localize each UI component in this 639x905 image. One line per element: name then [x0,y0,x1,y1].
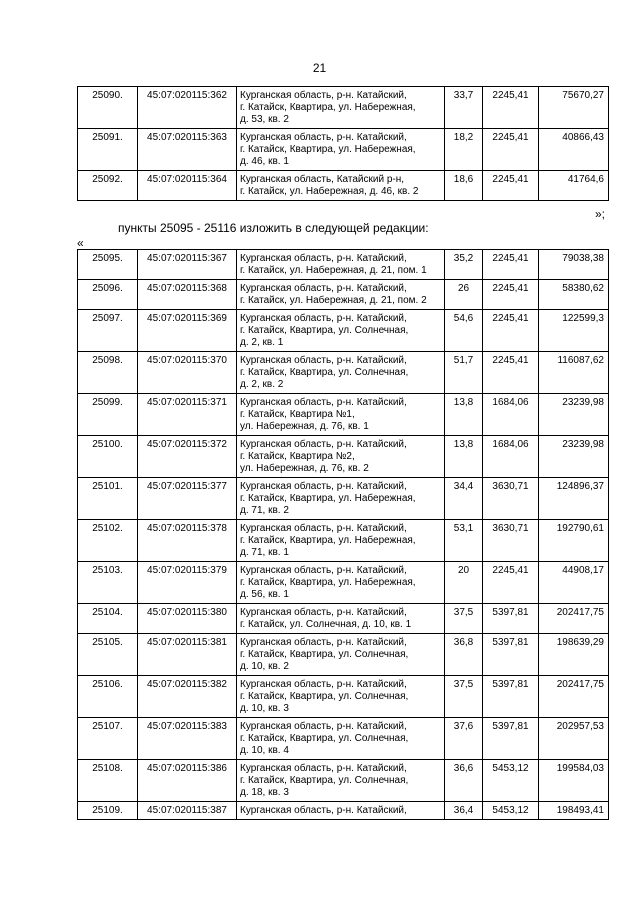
area: 26 [445,280,483,310]
row-number: 25100. [78,436,138,478]
row-number: 25096. [78,280,138,310]
row-number: 25101. [78,478,138,520]
address-line: г. Катайск, Квартира, ул. Набережная, [240,102,416,113]
total-value: 124896,37 [539,478,609,520]
address-line: Курганская область, р-н. Катайский, [240,355,407,366]
cadastral-number: 45:07:020115:383 [138,718,237,760]
unit-price: 2245,41 [483,171,539,201]
unit-price: 1684,06 [483,436,539,478]
unit-price: 5397,81 [483,604,539,634]
table-row [78,394,609,436]
address-line: Курганская область, р-н. Катайский, [240,721,407,732]
unit-price: 2245,41 [483,310,539,352]
unit-price: 2245,41 [483,250,539,280]
area: 18,2 [445,129,483,171]
unit-price: 2245,41 [483,352,539,394]
row-number: 25092. [78,171,138,201]
address-line: д. 2, кв. 2 [240,379,284,390]
total-value: 41764,6 [539,171,609,201]
address-line: д. 18, кв. 3 [240,787,289,798]
address [237,478,445,520]
row-number: 25099. [78,394,138,436]
address-line: Курганская область, р-н. Катайский, [240,805,407,816]
row-number: 25097. [78,310,138,352]
total-value: 122599,3 [539,310,609,352]
address [237,129,445,171]
address-line: Курганская область, р-н. Катайский, [240,397,407,408]
address-line: Курганская область, Катайский р-н, [240,174,405,185]
unit-price: 2245,41 [483,87,539,129]
address [237,352,445,394]
unit-price: 5397,81 [483,718,539,760]
address [237,520,445,562]
address [237,676,445,718]
unit-price: 2245,41 [483,280,539,310]
row-number: 25091. [78,129,138,171]
address-line: д. 10, кв. 2 [240,661,289,672]
area: 18,6 [445,171,483,201]
address [237,760,445,802]
table-row [78,760,609,802]
address-line: Курганская область, р-н. Катайский, [240,132,407,143]
total-value: 44908,17 [539,562,609,604]
address-line: д. 2, кв. 1 [240,337,284,348]
address-line: г. Катайск, Квартира, ул. Набережная, [240,577,416,588]
area: 36,4 [445,802,483,820]
cadastral-number: 45:07:020115:367 [138,250,237,280]
cadastral-number: 45:07:020115:364 [138,171,237,201]
address-line: г. Катайск, Квартира, ул. Набережная, [240,144,416,155]
closing-quote: »; [595,207,606,221]
address [237,436,445,478]
area: 34,4 [445,478,483,520]
address-line: ул. Набережная, д. 76, кв. 1 [240,421,369,432]
row-number: 25095. [78,250,138,280]
table-row [78,802,609,820]
cadastral-number: 45:07:020115:387 [138,802,237,820]
address-line: г. Катайск, Квартира, ул. Набережная, [240,535,416,546]
cadastral-number: 45:07:020115:379 [138,562,237,604]
address-line: Курганская область, р-н. Катайский, [240,283,407,294]
address [237,310,445,352]
table-row [78,87,609,129]
opening-quote: « [77,236,84,250]
address-line: г. Катайск, ул. Набережная, д. 21, пом. 1 [240,265,427,276]
address-line: г. Катайск, Квартира, ул. Солнечная, [240,367,409,378]
address [237,634,445,676]
address-line: Курганская область, р-н. Катайский, [240,607,407,618]
cadastral-number: 45:07:020115:380 [138,604,237,634]
address [237,562,445,604]
address-line: Курганская область, р-н. Катайский, [240,637,407,648]
cadastral-number: 45:07:020115:369 [138,310,237,352]
area: 37,5 [445,676,483,718]
table-top-body [78,87,609,201]
row-number: 25107. [78,718,138,760]
total-value: 75670,27 [539,87,609,129]
property-table-top [77,86,609,201]
address-line: г. Катайск, Квартира, ул. Солнечная, [240,325,409,336]
cadastral-number: 45:07:020115:381 [138,634,237,676]
total-value: 23239,98 [539,394,609,436]
address-line: Курганская область, р-н. Катайский, [240,679,407,690]
address-line: Курганская область, р-н. Катайский, [240,313,407,324]
area: 51,7 [445,352,483,394]
area: 37,5 [445,604,483,634]
address-line: Курганская область, р-н. Катайский, [240,481,407,492]
area: 20 [445,562,483,604]
address [237,280,445,310]
table-row [78,171,609,201]
row-number: 25103. [78,562,138,604]
area: 13,8 [445,394,483,436]
table-row [78,520,609,562]
area: 54,6 [445,310,483,352]
address-line: Курганская область, р-н. Катайский, [240,565,407,576]
table-row [78,436,609,478]
unit-price: 5453,12 [483,760,539,802]
area: 33,7 [445,87,483,129]
address [237,171,445,201]
address-line: д. 56, кв. 1 [240,589,289,600]
table-row [78,352,609,394]
address-line: г. Катайск, Квартира, ул. Солнечная, [240,733,409,744]
area: 53,1 [445,520,483,562]
cadastral-number: 45:07:020115:382 [138,676,237,718]
total-value: 202417,75 [539,676,609,718]
address-line: Курганская область, р-н. Катайский, [240,523,407,534]
address-line: Курганская область, р-н. Катайский, [240,253,407,264]
table-row [78,280,609,310]
total-value: 79038,38 [539,250,609,280]
area: 35,2 [445,250,483,280]
address-line: д. 46, кв. 1 [240,156,289,167]
unit-price: 3630,71 [483,478,539,520]
address-line: д. 71, кв. 1 [240,547,289,558]
unit-price: 2245,41 [483,562,539,604]
address-line: г. Катайск, Квартира №2, [240,451,355,462]
table-row [78,310,609,352]
row-number: 25106. [78,676,138,718]
total-value: 58380,62 [539,280,609,310]
area: 36,6 [445,760,483,802]
address-line: г. Катайск, Квартира, ул. Солнечная, [240,691,409,702]
cadastral-number: 45:07:020115:377 [138,478,237,520]
unit-price: 5397,81 [483,676,539,718]
unit-price: 3630,71 [483,520,539,562]
area: 37,6 [445,718,483,760]
total-value: 202417,75 [539,604,609,634]
table-row [78,250,609,280]
row-number: 25104. [78,604,138,634]
cadastral-number: 45:07:020115:371 [138,394,237,436]
total-value: 40866,43 [539,129,609,171]
address-line: д. 10, кв. 4 [240,745,289,756]
total-value: 198493,41 [539,802,609,820]
row-number: 25108. [78,760,138,802]
address [237,604,445,634]
table-row [78,604,609,634]
address-line: д. 10, кв. 3 [240,703,289,714]
address [237,87,445,129]
row-number: 25109. [78,802,138,820]
total-value: 23239,98 [539,436,609,478]
row-number: 25098. [78,352,138,394]
table-row [78,562,609,604]
address-line: г. Катайск, ул. Солнечная, д. 10, кв. 1 [240,619,412,630]
address [237,250,445,280]
total-value: 202957,53 [539,718,609,760]
cadastral-number: 45:07:020115:362 [138,87,237,129]
cadastral-number: 45:07:020115:368 [138,280,237,310]
table-row [78,634,609,676]
amendment-instruction: пункты 25095 - 25116 изложить в следующей редакции: [118,221,429,235]
address-line: Курганская область, р-н. Катайский, [240,763,407,774]
total-value: 192790,61 [539,520,609,562]
unit-price: 1684,06 [483,394,539,436]
cadastral-number: 45:07:020115:363 [138,129,237,171]
table-row [78,718,609,760]
address-line: г. Катайск, ул. Набережная, д. 21, пом. 2 [240,295,427,306]
table-bottom-body [78,250,609,820]
address-line: г. Катайск, Квартира, ул. Солнечная, [240,649,409,660]
address-line: г. Катайск, Квартира, ул. Солнечная, [240,775,409,786]
unit-price: 5397,81 [483,634,539,676]
row-number: 25102. [78,520,138,562]
address-line: д. 71, кв. 2 [240,505,289,516]
row-number: 25105. [78,634,138,676]
cadastral-number: 45:07:020115:378 [138,520,237,562]
unit-price: 5453,12 [483,802,539,820]
page-number: 21 [312,61,327,75]
property-table-bottom [77,249,609,820]
address [237,394,445,436]
table-row [78,676,609,718]
cadastral-number: 45:07:020115:386 [138,760,237,802]
address-line: г. Катайск, Квартира, ул. Набережная, [240,493,416,504]
address [237,802,445,820]
address-line: Курганская область, р-н. Катайский, [240,439,407,450]
address [237,718,445,760]
total-value: 198639,29 [539,634,609,676]
table-row [78,478,609,520]
area: 13,8 [445,436,483,478]
address-line: ул. Набережная, д. 76, кв. 2 [240,463,369,474]
address-line: г. Катайск, Квартира №1, [240,409,355,420]
address-line: Курганская область, р-н. Катайский, [240,90,407,101]
total-value: 116087,62 [539,352,609,394]
row-number: 25090. [78,87,138,129]
address-line: г. Катайск, ул. Набережная, д. 46, кв. 2 [240,186,419,197]
cadastral-number: 45:07:020115:372 [138,436,237,478]
unit-price: 2245,41 [483,129,539,171]
cadastral-number: 45:07:020115:370 [138,352,237,394]
address-line: д. 53, кв. 2 [240,114,289,125]
total-value: 199584,03 [539,760,609,802]
area: 36,8 [445,634,483,676]
table-row [78,129,609,171]
